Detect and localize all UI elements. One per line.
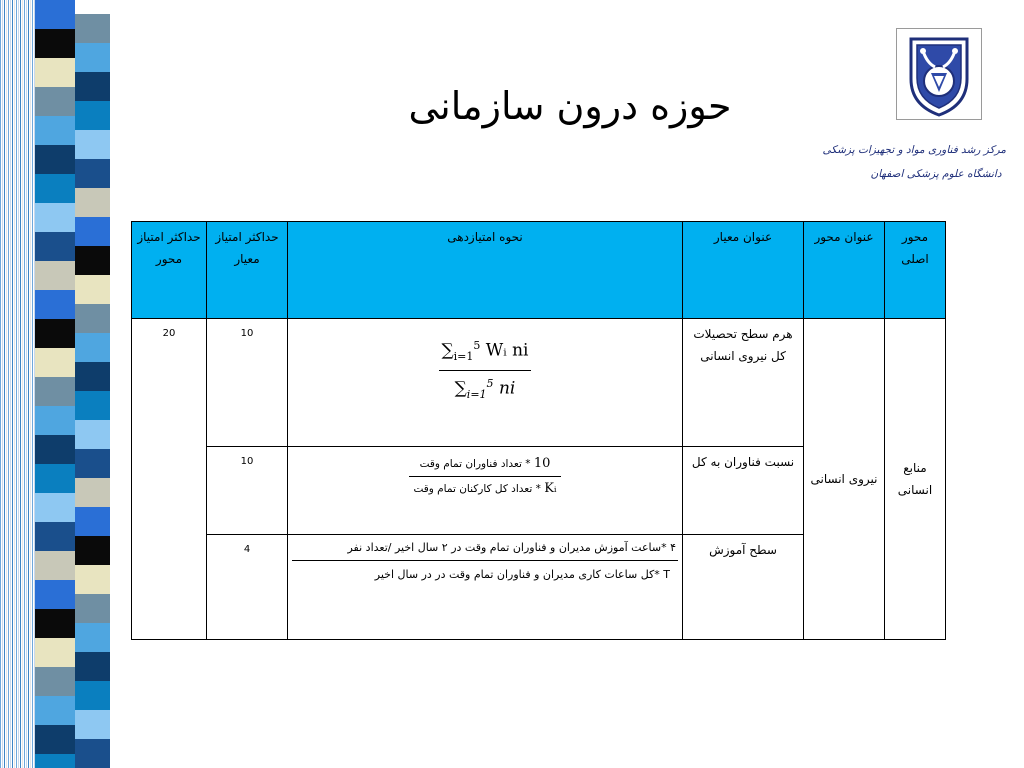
university-logo (896, 28, 982, 120)
denominator-term: ni (498, 378, 516, 399)
axis-title-cell: نیروی انسانی (804, 319, 885, 640)
stripe-block (35, 174, 75, 203)
stripe-block (75, 623, 110, 652)
multiply-operator: * (535, 483, 541, 495)
criterion-cell: سطح آموزش (683, 535, 804, 640)
max-criterion-score-cell: 10 (207, 447, 288, 535)
header-max-axis-score: حداکثر امتیاز محور (132, 222, 207, 319)
stripe-block (75, 159, 110, 188)
weighted-sum-formula (439, 335, 532, 406)
stripe-block (35, 725, 75, 754)
stripe-line (8, 0, 9, 768)
header-main-axis: محور اصلی (885, 222, 946, 319)
stripe-block (35, 58, 75, 87)
numerator-term: Wᵢ ni (485, 340, 529, 361)
stripe-block (35, 87, 75, 116)
header-axis-title: عنوان محور (804, 222, 885, 319)
max-axis-score-cell: 20 (132, 319, 207, 640)
scoring-formula-cell (288, 447, 683, 535)
stripe-line (28, 0, 29, 768)
logo-caption (822, 138, 1006, 186)
stripe-block (75, 739, 110, 768)
sum-symbol: ∑ (441, 340, 454, 361)
stripe-block (35, 261, 75, 290)
stripe-block (75, 391, 110, 420)
stripe-block (35, 435, 75, 464)
stripe-block (35, 406, 75, 435)
stripe-line (4, 0, 5, 768)
stripe-block (35, 580, 75, 609)
scoring-formula-cell (288, 319, 683, 447)
training-level-formula (292, 539, 678, 584)
stripe-block (35, 0, 75, 29)
criteria-table (131, 221, 946, 640)
denominator-text: تعداد کل کارکنان تمام وقت (413, 483, 533, 495)
stripe-block (75, 14, 110, 43)
stripe-block (35, 232, 75, 261)
stripe-block (75, 420, 110, 449)
stripe-block (75, 710, 110, 739)
header-max-criterion-score: حداکثر امتیاز معیار (207, 222, 288, 319)
sum-lower-bound: i=1 (466, 388, 487, 402)
stripe-block (35, 493, 75, 522)
stripe-block (75, 101, 110, 130)
stripe-block (35, 696, 75, 725)
stripe-block (75, 652, 110, 681)
stripe-block (75, 130, 110, 159)
stripe-block (35, 290, 75, 319)
stripe-block (35, 377, 75, 406)
stripe-block (35, 348, 75, 377)
stripe-block (35, 145, 75, 174)
stripe-line (18, 0, 19, 768)
formula-denominator: T *کل ساعات کاری مدیران و فناوران تمام وقت در در سال اخیر (374, 568, 670, 581)
formula-numerator (439, 335, 532, 371)
stripe-block (35, 609, 75, 638)
stripe-line (30, 0, 31, 768)
stripe-block (75, 507, 110, 536)
criterion-cell: نسبت فناوران به کل (683, 447, 804, 535)
sum-symbol: ∑ (454, 378, 467, 399)
numerator-text: تعداد فناوران تمام وقت (419, 458, 522, 470)
stripe-line (32, 0, 33, 768)
stripe-block (75, 594, 110, 623)
stripe-block (75, 681, 110, 710)
stripe-block (35, 29, 75, 58)
stripe-pattern (0, 0, 115, 768)
criterion-cell: هرم سطح تحصیلات کل نیروی انسانی (683, 319, 804, 447)
stripe-block (75, 246, 110, 275)
decorative-stripe-bar (0, 0, 115, 768)
max-criterion-score-cell: 4 (207, 535, 288, 640)
formula-numerator: ۴ *ساعت آموزش مدیران و فناوران تمام وقت در ۲ سال اخیر /تعداد نفر (292, 539, 678, 561)
stripe-line (20, 0, 21, 768)
stripe-block (75, 536, 110, 565)
stripe-block (35, 116, 75, 145)
stripe-line (22, 0, 23, 768)
logo-caption-line-1: مرکز رشد فناوری مواد و تجهیزات پزشکی (822, 144, 1006, 156)
stripe-block (75, 72, 110, 101)
stripe-line (14, 0, 15, 768)
denominator-coefficient: Kᵢ (544, 481, 557, 496)
multiply-operator: * (525, 458, 531, 470)
header-row (132, 222, 946, 319)
stripe-block (35, 551, 75, 580)
stripe-line (10, 0, 11, 768)
stripe-line (2, 0, 3, 768)
header-scoring-method: نحوه امتیازدهی (288, 222, 683, 319)
stripe-block (35, 319, 75, 348)
scoring-formula-cell (288, 535, 683, 640)
stripe-block (75, 449, 110, 478)
table-row (132, 319, 946, 447)
stripe-block (75, 478, 110, 507)
stripe-block (35, 464, 75, 493)
formula-denominator (452, 371, 519, 406)
stripe-line (0, 0, 1, 768)
stripe-block (35, 638, 75, 667)
stripe-line (12, 0, 13, 768)
stripe-block (35, 667, 75, 696)
max-criterion-score-cell: 10 (207, 319, 288, 447)
stripe-line (16, 0, 17, 768)
stripe-line (6, 0, 7, 768)
logo-caption-line-2: دانشگاه علوم پزشکی اصفهان (870, 168, 1002, 180)
stripe-block (75, 275, 110, 304)
stripe-block (75, 362, 110, 391)
sum-upper-bound: 5 (486, 377, 494, 391)
sum-upper-bound: 5 (473, 339, 481, 352)
stripe-line (26, 0, 27, 768)
stripe-block (35, 203, 75, 232)
stripe-block (35, 522, 75, 551)
stripe-line (24, 0, 25, 768)
stripe-block (75, 217, 110, 246)
emblem-icon (897, 29, 981, 119)
sum-lower-bound: i=1 (453, 350, 474, 364)
stripe-line (34, 0, 35, 768)
numerator-coefficient: 10 (533, 456, 551, 471)
stripe-block (75, 304, 110, 333)
formula-numerator (409, 455, 560, 477)
main-axis-cell: منابع انسانی (885, 319, 946, 640)
stripe-block (75, 565, 110, 594)
technologist-ratio-formula (409, 455, 560, 498)
formula-denominator (409, 477, 560, 498)
stripe-block (75, 43, 110, 72)
page-title: حوزه درون سازمانی (408, 84, 732, 128)
header-criterion-title: عنوان معیار (683, 222, 804, 319)
stripe-block (35, 754, 75, 768)
stripe-block (75, 188, 110, 217)
stripe-block (75, 333, 110, 362)
